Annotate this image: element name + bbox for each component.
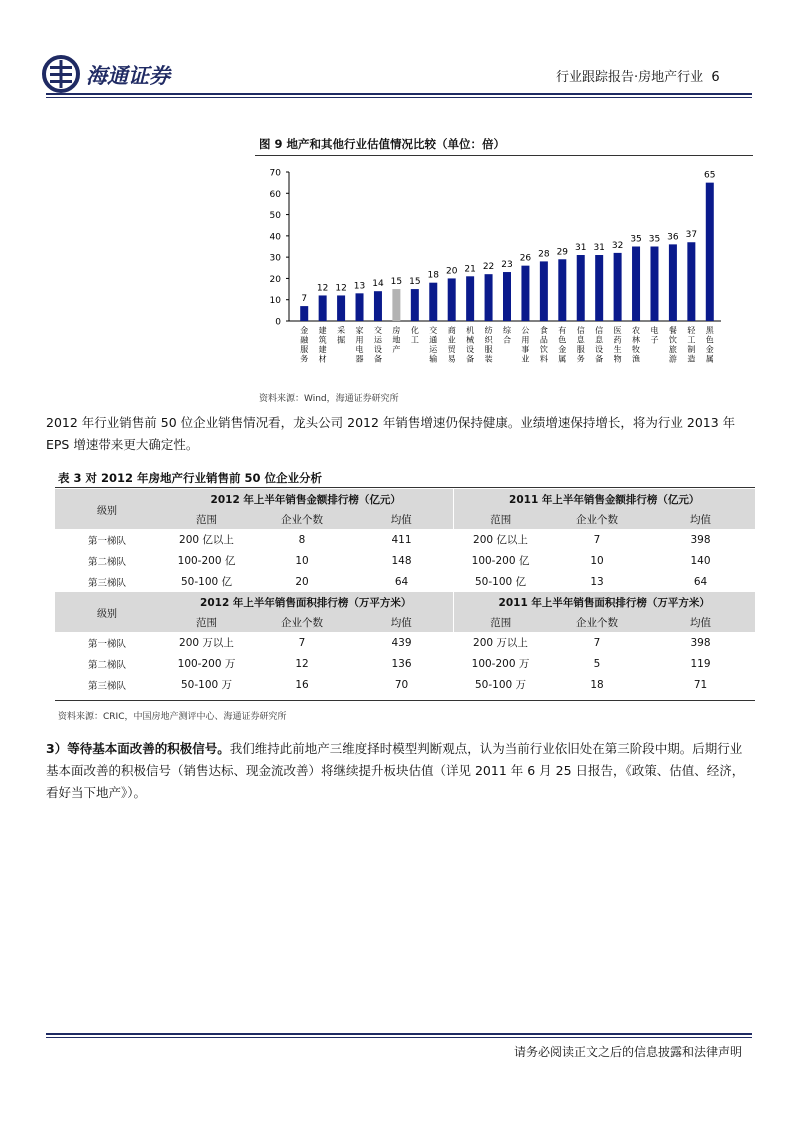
svg-text:海通证券: 海通证券 — [86, 64, 170, 88]
table-cell: 100-200 亿 — [177, 555, 236, 567]
table-title: 表 3 对 2012 年房地产行业销售前 50 位企业分析 — [58, 471, 323, 485]
sub-header-cell: 均值 — [350, 509, 453, 529]
bar-value-label: 12 — [316, 283, 329, 294]
y-tick-label: 30 — [269, 253, 281, 264]
footer-rule — [46, 1033, 752, 1035]
table-cell: 20 — [295, 575, 309, 588]
table-cell: 148 — [391, 554, 412, 567]
category-label: 餐饮旅游 — [668, 326, 677, 364]
sub-header-cell: 范围 — [159, 509, 254, 529]
table-cell: 411 — [391, 533, 412, 546]
y-tick-label: 40 — [269, 232, 281, 243]
table-cell: 200 万以上 — [473, 637, 528, 649]
bar-value-label: 65 — [704, 170, 716, 181]
category-label: 公用事业 — [521, 326, 530, 364]
chart-bar — [706, 183, 714, 321]
table-cell: 50-100 亿 — [474, 576, 527, 588]
category-label: 有色金属 — [558, 326, 567, 364]
group-left-title: 2012 年上半年销售面积排行榜（万平方米） — [159, 592, 453, 612]
chart-bar — [650, 247, 658, 322]
table-cell: 100-200 万 — [177, 658, 236, 670]
group-right-title: 2011 年上半年销售金额排行榜（亿元） — [453, 489, 755, 509]
sub-header-cell: 范围 — [453, 509, 548, 529]
category-label: 综合 — [503, 326, 511, 345]
category-label: 房地产 — [392, 326, 401, 354]
category-label: 交运设备 — [373, 326, 382, 364]
table-cell: 12 — [295, 657, 309, 670]
category-label: 黑色金属 — [705, 326, 714, 364]
table-source: 资料来源：CRIC，中国房地产测评中心、海通证券研究所 — [58, 712, 287, 722]
chart-bar — [595, 255, 603, 321]
table-cell: 16 — [295, 678, 309, 691]
chart-bar — [521, 266, 529, 321]
sub-header-cell: 企业个数 — [548, 509, 646, 529]
report-type-label — [556, 66, 720, 85]
table-cell: 5 — [593, 657, 601, 670]
paragraph-positive-signal — [46, 738, 754, 804]
category-label: 建筑建材 — [318, 326, 327, 364]
table-group-header — [55, 592, 755, 612]
footer-rule-thin — [46, 1037, 752, 1038]
table-cell: 50-100 万 — [180, 679, 233, 691]
table-cell: 8 — [298, 533, 306, 546]
tier-label: 第三梯队 — [87, 680, 126, 692]
sub-header-cell: 均值 — [646, 612, 755, 632]
bar-value-label: 31 — [593, 243, 605, 254]
bar-value-label: 22 — [482, 262, 495, 273]
chart-bar — [485, 274, 493, 321]
table-row — [55, 529, 755, 550]
bar-value-label: 35 — [630, 234, 642, 245]
chart-bar — [577, 255, 585, 321]
chart-bar — [503, 272, 511, 321]
chart-bar — [319, 295, 327, 321]
chart-bar — [540, 261, 548, 321]
table-cell: 7 — [298, 636, 306, 649]
bar-value-label: 35 — [648, 234, 661, 245]
group-left-title: 2012 年上半年销售金额排行榜（亿元） — [159, 489, 453, 509]
category-label: 商业贸易 — [447, 326, 456, 364]
chart-bar — [411, 289, 419, 321]
category-label: 食品饮料 — [539, 326, 548, 364]
table-cell: 64 — [394, 575, 409, 588]
chart-bar — [300, 306, 308, 321]
chart-canvas — [255, 156, 753, 386]
table-cell: 50-100 亿 — [180, 576, 233, 588]
table-cell: 10 — [590, 554, 604, 567]
table-cell: 50-100 万 — [474, 679, 527, 691]
group-right-title: 2011 年上半年销售面积排行榜（万平方米） — [453, 592, 755, 612]
chart-bar — [374, 291, 382, 321]
y-tick-label: 50 — [269, 211, 281, 222]
bar-value-label: 26 — [519, 253, 532, 264]
chart-bar — [632, 247, 640, 322]
level-header: 级别 — [55, 489, 159, 529]
bar-value-label: 37 — [685, 230, 698, 241]
table-cell: 64 — [693, 575, 708, 588]
y-tick-label: 0 — [275, 317, 281, 328]
bar-value-label: 12 — [335, 283, 347, 294]
bar-value-label: 20 — [445, 266, 458, 277]
table-cell: 71 — [693, 678, 708, 691]
bar-value-label: 29 — [556, 247, 569, 258]
valuation-bar-chart — [255, 156, 753, 386]
table-sub-header — [55, 509, 755, 529]
bar-value-label: 18 — [427, 270, 439, 281]
table-title-rule — [55, 487, 755, 488]
table-cell: 100-200 万 — [471, 658, 530, 670]
paragraph-lead: 3）等待基本面改善的积极信号。 — [46, 741, 230, 756]
category-label: 轻工制造 — [687, 326, 696, 364]
table-cell: 100-200 亿 — [471, 555, 530, 567]
table-cell: 200 亿以上 — [473, 534, 528, 546]
chart-bar — [558, 259, 566, 321]
table-cell: 70 — [394, 678, 409, 691]
category-label: 金融服务 — [300, 326, 309, 364]
y-tick-label: 20 — [269, 274, 281, 285]
table-row — [55, 674, 755, 695]
table-cell: 140 — [690, 554, 711, 567]
tier-label: 第一梯队 — [87, 638, 126, 650]
tier-label: 第一梯队 — [87, 535, 126, 547]
y-tick-label: 10 — [269, 296, 281, 307]
footer-disclaimer: 请务必阅读正文之后的信息披露和法律声明 — [514, 1045, 743, 1059]
table-row — [55, 632, 755, 653]
top50-analysis-table — [55, 489, 755, 695]
bar-value-label: 32 — [611, 240, 624, 251]
logo-emblem-icon — [40, 52, 200, 96]
sub-header-cell: 企业个数 — [254, 612, 350, 632]
y-tick-label: 60 — [269, 189, 281, 200]
category-label: 纺织服装 — [484, 326, 493, 364]
category-label: 电子 — [650, 326, 659, 345]
paragraph-body: 我们维持此前地产三维度择时模型判断观点，认为当前行业依旧处在第三阶段中期。后期行业基本面改善的积极信号（销售达标、现金流改善）将继续提升板块估值（详见 2011 年 6 月 25 日报告，《政策、估值、经济，看好当下地产》）。 — [46, 741, 745, 800]
table-sub-header — [55, 612, 755, 632]
table-group-header — [55, 489, 755, 509]
chart-bar — [687, 242, 695, 321]
header-rule — [46, 93, 752, 95]
table-cell: 200 万以上 — [179, 637, 234, 649]
category-label: 化工 — [410, 326, 419, 345]
chart-bar — [466, 276, 474, 321]
chart-bar — [448, 278, 456, 321]
sub-header-cell: 企业个数 — [548, 612, 646, 632]
category-label: 家用电器 — [355, 326, 364, 364]
chart-bar — [337, 295, 345, 321]
tier-label: 第二梯队 — [87, 556, 126, 568]
bar-value-label: 31 — [575, 243, 587, 254]
sub-header-cell: 范围 — [453, 612, 548, 632]
category-label: 信息设备 — [595, 326, 604, 364]
category-label: 采掘 — [337, 326, 346, 345]
bar-value-label: 15 — [390, 277, 403, 288]
bar-value-label: 28 — [538, 249, 550, 260]
bar-value-label: 15 — [409, 277, 421, 288]
table-cell: 13 — [590, 575, 604, 588]
chart-bar — [669, 244, 677, 321]
table-row — [55, 571, 755, 592]
table-cell: 10 — [295, 554, 309, 567]
table-row — [55, 550, 755, 571]
sub-header-cell: 范围 — [159, 612, 254, 632]
tier-label: 第二梯队 — [87, 659, 126, 671]
table-row — [55, 653, 755, 674]
table-cell: 7 — [593, 533, 601, 546]
table-bottom-rule — [55, 700, 755, 701]
table-cell: 439 — [391, 636, 412, 649]
sub-header-cell: 均值 — [646, 509, 755, 529]
bar-value-label: 7 — [301, 294, 308, 305]
category-label: 信息服务 — [576, 326, 585, 364]
header-rule-thin — [46, 97, 752, 98]
sub-header-cell: 企业个数 — [254, 509, 350, 529]
bar-value-label: 13 — [353, 281, 366, 292]
chart-bar — [614, 253, 622, 321]
company-logo — [40, 52, 200, 96]
figure-title: 图 9 地产和其他行业估值情况比较（单位：倍） — [259, 137, 506, 151]
chart-bar — [392, 289, 400, 321]
table-cell: 200 亿以上 — [179, 534, 234, 546]
table-cell: 7 — [593, 636, 601, 649]
category-label: 交通运输 — [429, 326, 438, 364]
paragraph-sales-growth: 2012 年行业销售前 50 位企业销售情况看，龙头公司 2012 年销售增速仍保持健康。业绩增速保持增长，将为行业 2013 年 EPS 增速带来更大确定性。 — [46, 415, 736, 452]
table-cell: 136 — [391, 657, 412, 670]
chart-bar — [356, 293, 364, 321]
sub-header-cell: 均值 — [350, 612, 453, 632]
category-label: 医药生物 — [613, 326, 622, 364]
bar-value-label: 14 — [372, 279, 384, 290]
bar-value-label: 21 — [464, 264, 476, 275]
bar-value-label: 23 — [501, 260, 513, 271]
page-number: 6 — [711, 70, 720, 85]
table-cell: 398 — [690, 533, 711, 546]
figure-source: 资料来源：Wind，海通证券研究所 — [259, 394, 399, 404]
table-cell: 18 — [590, 678, 604, 691]
table-cell: 398 — [690, 636, 711, 649]
category-label: 机械设备 — [466, 326, 475, 364]
level-header: 级别 — [55, 592, 159, 632]
report-type-text: 行业跟踪报告·房地产行业 — [556, 70, 704, 85]
table-cell: 119 — [690, 657, 711, 670]
tier-label: 第三梯队 — [87, 577, 126, 589]
bar-value-label: 36 — [667, 232, 679, 243]
y-tick-label: 70 — [269, 168, 281, 179]
category-label: 农林牧渔 — [632, 326, 641, 364]
chart-bar — [429, 283, 437, 321]
